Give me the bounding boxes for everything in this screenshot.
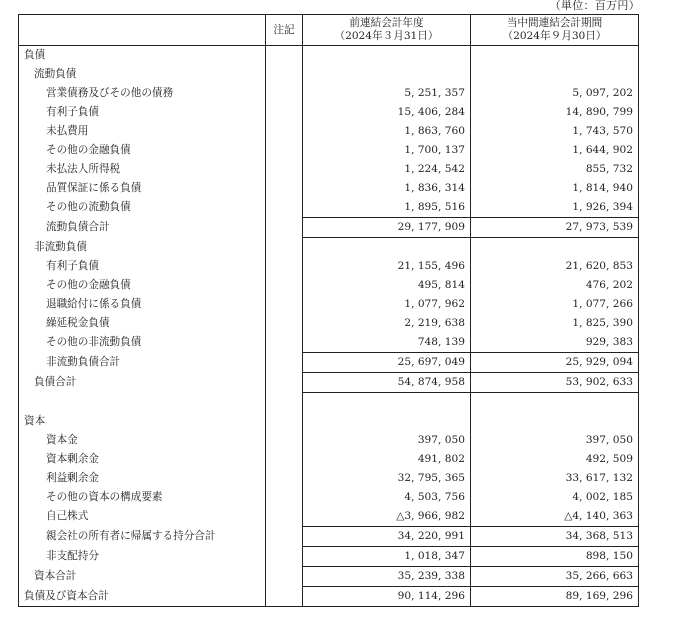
table-row (19, 218, 639, 238)
table-row (19, 160, 639, 179)
row-prev-value: 4, 503, 756 (303, 488, 471, 507)
row-current-value: △4, 140, 363 (471, 507, 639, 527)
row-label: 未払法人所得税 (19, 160, 266, 179)
row-label: 資本剰余金 (19, 450, 266, 469)
row-note (266, 587, 303, 607)
header-current-period (471, 15, 639, 46)
row-current-value: 53, 902, 633 (471, 373, 639, 393)
table-row (19, 179, 639, 198)
row-current-value: 89, 169, 296 (471, 587, 639, 607)
row-note (266, 431, 303, 450)
row-note (266, 65, 303, 84)
prev-period-date: （2024年３月31日） (334, 30, 439, 42)
table-header-row (19, 15, 639, 46)
table-row (19, 333, 639, 353)
row-prev-value: 90, 114, 296 (303, 587, 471, 607)
table-row (19, 295, 639, 314)
row-label: 自己株式 (19, 507, 266, 527)
row-current-value: 855, 732 (471, 160, 639, 179)
row-current-value (471, 65, 639, 84)
row-prev-value: 397, 050 (303, 431, 471, 450)
table-row (19, 103, 639, 122)
row-current-value: 397, 050 (471, 431, 639, 450)
table-row (19, 507, 639, 527)
row-current-value: 1, 814, 940 (471, 179, 639, 198)
header-label-cell (19, 15, 266, 46)
row-note (266, 198, 303, 218)
row-current-value: 4, 002, 185 (471, 488, 639, 507)
table-row (19, 198, 639, 218)
row-label: その他の金融負債 (19, 276, 266, 295)
row-label: その他の資本の構成要素 (19, 488, 266, 507)
header-prev-period (303, 15, 471, 46)
table-row (19, 84, 639, 103)
row-prev-value (303, 412, 471, 431)
row-current-value: 1, 644, 902 (471, 141, 639, 160)
row-label: 非支配持分 (19, 547, 266, 567)
row-label: 繰延税金負債 (19, 314, 266, 333)
table-row (19, 314, 639, 333)
row-note (266, 295, 303, 314)
row-note (266, 179, 303, 198)
row-label: 資本合計 (19, 567, 266, 587)
row-label: 負債合計 (19, 373, 266, 393)
table-row (19, 393, 639, 413)
table-row (19, 353, 639, 373)
table-row (19, 141, 639, 160)
row-prev-value: 1, 836, 314 (303, 179, 471, 198)
row-note (266, 333, 303, 353)
row-prev-value (303, 238, 471, 258)
row-note (266, 141, 303, 160)
table-row (19, 46, 639, 66)
row-label: 非流動負債 (19, 238, 266, 258)
row-prev-value: 21, 155, 496 (303, 257, 471, 276)
row-label: その他の非流動負債 (19, 333, 266, 353)
row-current-value: 1, 743, 570 (471, 122, 639, 141)
row-label: 負債 (19, 46, 266, 66)
row-note (266, 507, 303, 527)
row-current-value: 25, 929, 094 (471, 353, 639, 373)
row-current-value: 14, 890, 799 (471, 103, 639, 122)
row-current-value (471, 393, 639, 413)
row-note (266, 314, 303, 333)
row-note (266, 103, 303, 122)
row-prev-value: 1, 018, 347 (303, 547, 471, 567)
row-current-value: 33, 617, 132 (471, 469, 639, 488)
row-label: 資本金 (19, 431, 266, 450)
table-body (19, 46, 639, 607)
row-prev-value: 34, 220, 991 (303, 527, 471, 547)
row-prev-value: 5, 251, 357 (303, 84, 471, 103)
row-label: 利益剰余金 (19, 469, 266, 488)
table-row (19, 412, 639, 431)
row-prev-value: 748, 139 (303, 333, 471, 353)
row-current-value (471, 412, 639, 431)
table-row (19, 567, 639, 587)
row-label: 有利子負債 (19, 103, 266, 122)
row-current-value: 21, 620, 853 (471, 257, 639, 276)
row-current-value: 5, 097, 202 (471, 84, 639, 103)
row-current-value: 476, 202 (471, 276, 639, 295)
row-note (266, 238, 303, 258)
row-note (266, 373, 303, 393)
row-prev-value (303, 65, 471, 84)
header-note: 注記 (266, 15, 303, 46)
row-label: 営業債務及びその他の債務 (19, 84, 266, 103)
table-row (19, 238, 639, 258)
row-prev-value: 25, 697, 049 (303, 353, 471, 373)
row-note (266, 393, 303, 413)
row-label: その他の金融負債 (19, 141, 266, 160)
table-row (19, 587, 639, 607)
table-row (19, 431, 639, 450)
row-prev-value: 1, 700, 137 (303, 141, 471, 160)
row-label: 流動負債合計 (19, 218, 266, 238)
table-row (19, 65, 639, 84)
table-row (19, 488, 639, 507)
row-note (266, 84, 303, 103)
row-prev-value: 15, 406, 284 (303, 103, 471, 122)
row-current-value: 35, 266, 663 (471, 567, 639, 587)
row-current-value: 1, 077, 266 (471, 295, 639, 314)
table-row (19, 257, 639, 276)
row-note (266, 122, 303, 141)
row-prev-value: 2, 219, 638 (303, 314, 471, 333)
row-note (266, 160, 303, 179)
current-period-date: （2024年９月30日） (502, 30, 607, 42)
table-row (19, 276, 639, 295)
row-label: 親会社の所有者に帰属する持分合計 (19, 527, 266, 547)
current-period-title: 当中間連結会計期間 (506, 17, 603, 29)
row-current-value: 898, 150 (471, 547, 639, 567)
row-current-value: 1, 825, 390 (471, 314, 639, 333)
unit-note: （単位：百万円） (549, 0, 640, 12)
row-label: 負債及び資本合計 (19, 587, 266, 607)
row-label: 退職給付に係る負債 (19, 295, 266, 314)
row-prev-value: 1, 863, 760 (303, 122, 471, 141)
row-current-value: 27, 973, 539 (471, 218, 639, 238)
row-prev-value: 54, 874, 958 (303, 373, 471, 393)
row-note (266, 527, 303, 547)
row-note (266, 218, 303, 238)
row-note (266, 469, 303, 488)
row-current-value (471, 46, 639, 66)
row-label: 品質保証に係る負債 (19, 179, 266, 198)
row-note (266, 488, 303, 507)
row-prev-value: 1, 895, 516 (303, 198, 471, 218)
row-prev-value: 35, 239, 338 (303, 567, 471, 587)
prev-period-title: 前連結会計年度 (349, 17, 424, 29)
row-label: 資本 (19, 412, 266, 431)
row-note (266, 353, 303, 373)
table-row (19, 122, 639, 141)
row-note (266, 547, 303, 567)
table-row (19, 469, 639, 488)
table-row (19, 547, 639, 567)
row-current-value: 492, 509 (471, 450, 639, 469)
row-note (266, 412, 303, 431)
row-label: 未払費用 (19, 122, 266, 141)
row-prev-value (303, 46, 471, 66)
row-note (266, 276, 303, 295)
row-label: 流動負債 (19, 65, 266, 84)
row-note (266, 46, 303, 66)
row-label: 有利子負債 (19, 257, 266, 276)
row-prev-value: 29, 177, 909 (303, 218, 471, 238)
row-label (19, 393, 266, 413)
row-note (266, 257, 303, 276)
row-note (266, 567, 303, 587)
row-current-value: 929, 383 (471, 333, 639, 353)
row-prev-value: 1, 077, 962 (303, 295, 471, 314)
row-prev-value: 491, 802 (303, 450, 471, 469)
row-prev-value (303, 393, 471, 413)
row-current-value (471, 238, 639, 258)
row-prev-value: 495, 814 (303, 276, 471, 295)
table-row (19, 527, 639, 547)
row-current-value: 1, 926, 394 (471, 198, 639, 218)
row-prev-value: 32, 795, 365 (303, 469, 471, 488)
table-row (19, 450, 639, 469)
row-label: 非流動負債合計 (19, 353, 266, 373)
table-row (19, 373, 639, 393)
row-note (266, 450, 303, 469)
row-prev-value: △3, 966, 982 (303, 507, 471, 527)
row-current-value: 34, 368, 513 (471, 527, 639, 547)
row-prev-value: 1, 224, 542 (303, 160, 471, 179)
balance-sheet-table (18, 14, 639, 607)
row-label: その他の流動負債 (19, 198, 266, 218)
